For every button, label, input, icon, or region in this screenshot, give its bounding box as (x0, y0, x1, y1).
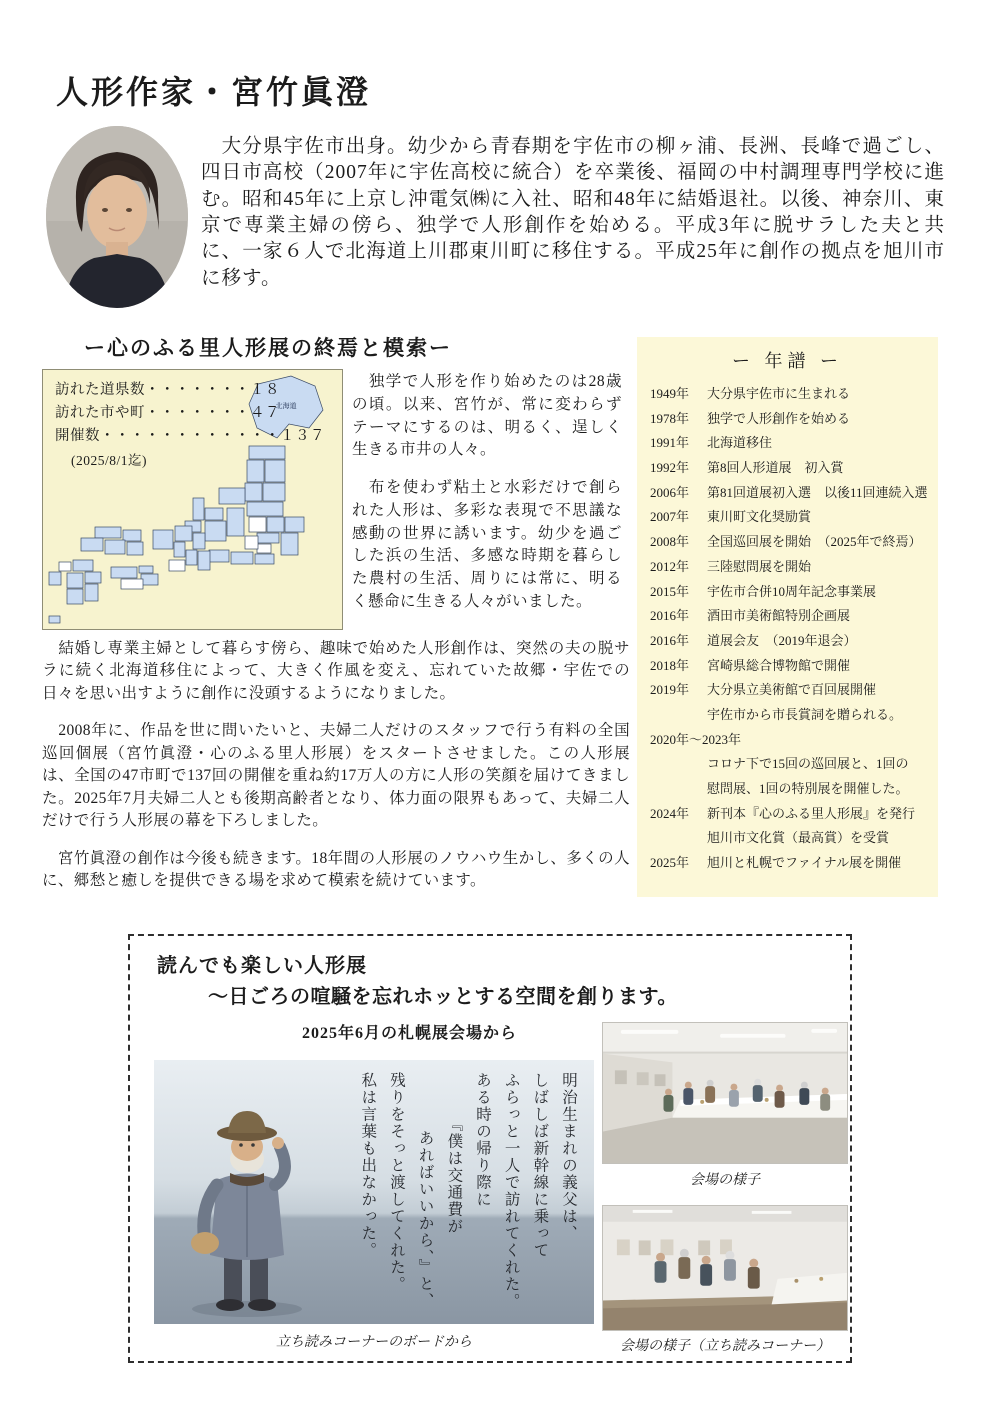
timeline-entry (637, 456, 938, 481)
vertical-text-line: 残りをそっと渡してくれた。 (387, 1072, 405, 1293)
timeline-year: 2019年 (650, 682, 690, 698)
timeline-year: 2018年 (650, 657, 690, 673)
timeline-entry (637, 555, 938, 580)
body-paragraph-3: 宮竹眞澄の創作は今後も続きます。18年間の人形展のノウハウ生かし、多くの人に、郷愁と癒しを提供できる場を求めて模索を続けています。 (42, 849, 630, 890)
board-vertical-text (332, 1072, 582, 1316)
body-paragraph-1: 結婚し専業主婦として暮らす傍ら、趣味で始めた人形創作は、突然の夫の脱サラに続く北海道移住によって、大きく作風を変え、忘れていた故郷・宇佐での日々を思い出すように創作に没頭するようになりました。 (42, 640, 630, 702)
timeline-entry (637, 505, 938, 530)
timeline-year: 2012年 (650, 558, 690, 574)
feature-heading: 読んでも楽しい人形展 (157, 955, 367, 977)
timeline-entry (637, 678, 938, 703)
timeline-text: 第81回道展初入選 以後11回連続入選 (707, 484, 928, 500)
vertical-text-line: ある時の帰り際に (473, 1072, 491, 1208)
timeline-text: 三陸慰問展を開始 (707, 558, 812, 574)
venue-photo-2-illustration (603, 1206, 847, 1330)
timeline-year: 1949年 (650, 386, 690, 401)
venue-photo-2-caption: 会場の様子（立ち読みコーナー） (620, 1339, 830, 1354)
stat-prefectures-visited: 訪れた道県数・・・・・・・１８ (55, 382, 280, 398)
doll-figure-illustration (172, 1085, 322, 1320)
vertical-text-line: 私は言葉も出なかった。 (359, 1072, 377, 1259)
doll-board-photo (154, 1060, 594, 1324)
artist-portrait-photo (46, 126, 188, 308)
timeline-entry (637, 728, 938, 753)
stat-cities-visited: 訪れた市や町・・・・・・・４７ (55, 405, 280, 422)
timeline-text: 全国巡回展を開始 （2025年で終焉） (707, 534, 922, 550)
vertical-text-line: ふらっと一人で訪れてくれた。 (502, 1072, 520, 1310)
timeline-year: 1978年 (650, 410, 690, 426)
timeline-text: 大分県立美術館で百回展開催 (707, 682, 877, 698)
timeline-entry (637, 481, 938, 506)
venue-photo-1-caption: 会場の様子 (690, 1173, 760, 1188)
timeline-entry (637, 826, 938, 851)
timeline-year: 2015年 (650, 583, 690, 599)
timeline-year (650, 777, 707, 802)
timeline-text: 酒田市美術館特別企画展 (707, 608, 851, 624)
timeline-entry (637, 752, 938, 777)
timeline-text: 道展会友 （2019年退会） (707, 632, 857, 648)
hokkaido-label: 北海道 (275, 402, 297, 410)
timeline-text: 慰問展、1回の特別展を開催した。 (707, 781, 909, 796)
timeline-text: 宇佐市から市長賞詞を贈られる。 (707, 706, 903, 722)
timeline-year (650, 703, 707, 728)
timeline-entry (637, 580, 938, 605)
timeline-entry (637, 654, 938, 679)
timeline-text: 宇佐市合併10周年記念事業展 (707, 583, 877, 599)
body-paragraph-2: 2008年に、作品を世に問いたいと、夫婦二人だけのスタッフで行う有料の全国巡回個展（宮竹眞澄・心のふる里人形展）をスタートさせました。この人形展は、全国の47市町で137回の開催を重ね約17万人の方に人形の笑顔を届けてきました。2025年7月夫婦二人とも後期高齢者となり、体力面の限界もあって、夫婦二人だけで行う人形展の幕を下ろしました。 (42, 722, 630, 830)
timeline-year: 2016年 (650, 632, 690, 648)
portrait-illustration (46, 126, 188, 308)
venue-caption-title: 2025年6月の札幌展会場から (302, 1025, 518, 1042)
timeline-year: 2024年 (650, 805, 690, 821)
timeline-title: ー 年譜 ー (732, 351, 843, 371)
timeline-year (650, 752, 707, 777)
timeline-text: コロナ下で15回の巡回展と、1回の (707, 756, 909, 772)
timeline-entry (637, 851, 938, 876)
timeline-text: 大分県宇佐市に生まれる (707, 386, 851, 401)
timeline-text: 北海道移住 (707, 435, 773, 451)
timeline-year: 2016年 (650, 608, 690, 624)
timeline-text: 東川町文化奨励賞 (707, 509, 812, 525)
timeline-entry (637, 777, 938, 802)
timeline-entry (637, 629, 938, 654)
timeline-year: 1992年 (650, 460, 690, 476)
timeline-box (637, 337, 938, 897)
doll-photo-caption: 立ち読みコーナーのボードから (276, 1335, 472, 1350)
timeline-year: 2025年 (650, 855, 690, 871)
exhibition-feature-box (128, 934, 852, 1363)
feature-subheading: ～日ごろの喧騒を忘れホッとする空間を創ります。 (208, 986, 678, 1008)
timeline-entry (637, 382, 938, 407)
intro-column (352, 371, 622, 614)
vertical-text-line: 『僕は交通費が (445, 1116, 463, 1235)
timeline-text: 独学で人形創作を始める (707, 410, 851, 426)
timeline-entry (637, 407, 938, 432)
vertical-text-line: あればいいから、』と、 (416, 1130, 434, 1310)
timeline-text: 新刊本『心のふる里人形展』を発行 (707, 805, 916, 821)
timeline-entry (637, 431, 938, 456)
timeline-year: 2008年 (650, 534, 690, 550)
venue-photo-2 (602, 1205, 848, 1331)
page-title: 人形作家・宮竹眞澄 (56, 74, 372, 111)
timeline-year: 2007年 (650, 509, 690, 525)
venue-photo-1 (602, 1022, 848, 1164)
section-heading: ー心のふる里人形展の終焉と模索ー (84, 336, 452, 360)
timeline-year: 2006年 (650, 484, 690, 500)
timeline-entry (637, 703, 938, 728)
timeline-text: 旭川と札幌でファイナル展を開催 (707, 855, 902, 871)
stat-asof-date: (2025/8/1迄) (71, 452, 147, 468)
venue-photo-1-illustration (603, 1023, 847, 1163)
timeline-text: 宮崎県総合博物館で開催 (707, 657, 851, 673)
timeline-text: 旭川市文化賞（最高賞）を受賞 (707, 830, 890, 846)
stat-exhibition-count: 開催数・・・・・・・・・・・・１３７ (55, 428, 325, 445)
intro-paragraph-2: 布を使わず粘土と水彩だけで創られた人形は、多彩な表現で不思議な感動の世界に誘います。幼少を過ごした浜の生活、多感な時期を暮らした農村の生活、周りには常に、明るく懸命に生きる人々がいました。 (352, 479, 622, 611)
vertical-text-line: 明治生まれの義父は、 (560, 1072, 577, 1242)
tour-stats (55, 379, 325, 471)
artist-bio-text: 大分県宇佐市出身。幼少から青春期を宇佐市の柳ヶ浦、長洲、長峰で過ごし、四日市高校（2007年に宇佐高校に統合）を卒業後、福岡の中村調理専門学校に進む。昭和45年に上京し沖電気㈱に入社、昭和48年に結婚退社。以後、神奈川、東京で専業主婦の傍ら、独学で人形創作を始める。平成3年に脱サラした夫と共に、一家６人で北海道上川郡東川町に移住する。平成25年に創作の拠点を旭川市に移す。 (201, 136, 945, 289)
vertical-text-line: しばしば新幹線に乗って (531, 1072, 549, 1259)
tour-stats-box (42, 369, 343, 630)
main-paragraphs (42, 638, 630, 908)
timeline-text: 第8回人形道展 初入賞 (707, 460, 844, 476)
timeline-year (650, 826, 707, 851)
timeline-year: 2020年～2023年 (650, 731, 742, 747)
timeline-year: 1991年 (650, 435, 690, 451)
timeline-text (741, 728, 930, 753)
timeline-entry (637, 604, 938, 629)
timeline-entry (637, 530, 938, 555)
timeline-entry (637, 802, 938, 827)
intro-paragraph-1: 独学で人形を作り始めたのは28歳の頃。以来、宮竹が、常に変わらずテーマにするのは、明るく、逞しく生きる市井の人々。 (352, 373, 622, 459)
